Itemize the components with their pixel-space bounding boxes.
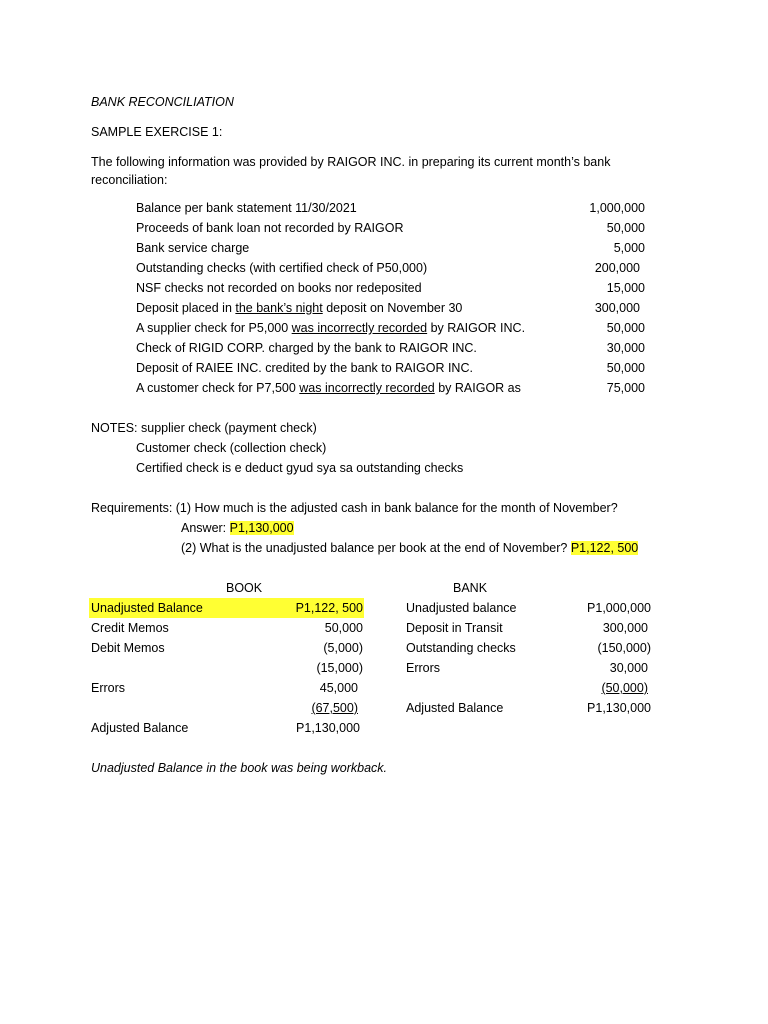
intro-text-line2: reconciliation:	[91, 173, 168, 187]
item-label-text: by RAIGOR as	[434, 381, 521, 395]
footnote: Unadjusted Balance in the book was being workback.	[91, 761, 388, 775]
list-item	[0, 238, 768, 258]
exercise-subtitle: SAMPLE EXERCISE 1:	[91, 125, 223, 139]
item-amount: 300,000	[594, 301, 640, 315]
bank-row-amount: 30,000	[609, 661, 648, 675]
bank-row-amount: (50,000)	[601, 681, 648, 695]
list-item	[0, 318, 768, 338]
item-amount: 1,000,000	[589, 201, 645, 215]
item-label-underlined: was incorrectly recorded	[299, 381, 435, 395]
bank-header: BANK	[453, 581, 488, 595]
item-label: Check of RIGID CORP. charged by the bank to RAIGOR INC.	[136, 341, 477, 355]
list-item	[0, 278, 768, 298]
item-label	[136, 298, 462, 318]
requirement-answer-1	[181, 518, 294, 538]
item-label	[136, 318, 525, 338]
item-amount: 30,000	[606, 341, 645, 355]
list-item	[0, 198, 768, 218]
item-label	[136, 378, 521, 398]
book-row-amount: (67,500)	[311, 701, 358, 715]
document-title: BANK RECONCILIATION	[91, 95, 234, 109]
bank-row-label: Outstanding checks	[406, 641, 516, 655]
book-row-label: Credit Memos	[91, 621, 169, 635]
book-row-amount: P1,122, 500	[295, 601, 363, 615]
answer-value: P1,130,000	[229, 521, 294, 535]
item-label: Deposit of RAIEE INC. credited by the bank to RAIGOR INC.	[136, 361, 473, 375]
item-amount: 5,000	[613, 241, 645, 255]
intro-text-line1: The following information was provided by RAIGOR INC. in preparing its current month’s bank	[91, 155, 611, 169]
list-item	[0, 218, 768, 238]
bank-row-label: Adjusted Balance	[406, 701, 504, 715]
item-amount: 50,000	[606, 321, 645, 335]
book-row-amount: P1,130,000	[296, 721, 360, 735]
item-label-underlined: the bank’s night	[235, 301, 323, 315]
item-label-text: A customer check for P7,500	[136, 381, 300, 395]
item-label-text: Deposit placed in	[136, 301, 236, 315]
bank-row-amount: P1,000,000	[587, 601, 651, 615]
item-amount: 75,000	[606, 381, 645, 395]
book-row-amount: 50,000	[324, 621, 363, 635]
item-amount: 50,000	[606, 221, 645, 235]
answer-value: P1,122, 500	[570, 541, 639, 555]
item-label: Balance per bank statement 11/30/2021	[136, 201, 357, 215]
book-row-amount: (15,000)	[316, 661, 363, 675]
requirement-question-1: Requirements: (1) How much is the adjusted cash in bank balance for the month of November?	[91, 501, 618, 515]
notes-line2: Customer check (collection check)	[136, 441, 327, 455]
book-row-amount: 45,000	[319, 681, 358, 695]
bank-row-label: Unadjusted balance	[406, 601, 517, 615]
book-row-label: Debit Memos	[91, 641, 165, 655]
bank-row-label: Errors	[406, 661, 441, 675]
book-header: BOOK	[226, 581, 263, 595]
item-amount: 15,000	[606, 281, 645, 295]
list-item	[0, 298, 768, 318]
item-label: Outstanding checks (with certified check of P50,000)	[136, 261, 428, 275]
bank-row-amount: (150,000)	[597, 641, 651, 655]
notes-label: NOTES:	[91, 421, 142, 435]
item-label-text: by RAIGOR INC.	[427, 321, 526, 335]
list-item	[0, 338, 768, 358]
item-label-underlined: was incorrectly recorded	[291, 321, 428, 335]
book-row-label: Errors	[91, 681, 126, 695]
answer-label: Answer:	[181, 521, 230, 535]
item-label-text: A supplier check for P5,000	[136, 321, 292, 335]
book-row-label: Unadjusted Balance	[91, 601, 203, 615]
item-amount: 200,000	[594, 261, 640, 275]
list-item	[0, 258, 768, 278]
bank-row-amount: 300,000	[602, 621, 648, 635]
item-label-text: deposit on November 30	[322, 301, 463, 315]
notes-line3: Certified check is e deduct gyud sya sa outstanding checks	[136, 461, 464, 475]
item-label: Bank service charge	[136, 241, 250, 255]
book-row-label: Adjusted Balance	[91, 721, 189, 735]
list-item	[0, 378, 768, 398]
item-amount: 50,000	[606, 361, 645, 375]
book-row-amount: (5,000)	[323, 641, 363, 655]
bank-row-amount: P1,130,000	[587, 701, 651, 715]
item-label: Proceeds of bank loan not recorded by RAIGOR	[136, 221, 404, 235]
notes-text: supplier check (payment check)	[141, 421, 317, 435]
question-text: (2) What is the unadjusted balance per book at the end of November?	[181, 541, 571, 555]
list-item	[0, 358, 768, 378]
item-label: NSF checks not recorded on books nor redeposited	[136, 281, 422, 295]
notes-line1	[91, 418, 317, 438]
bank-row-label: Deposit in Transit	[406, 621, 503, 635]
requirement-question-2	[181, 538, 638, 558]
